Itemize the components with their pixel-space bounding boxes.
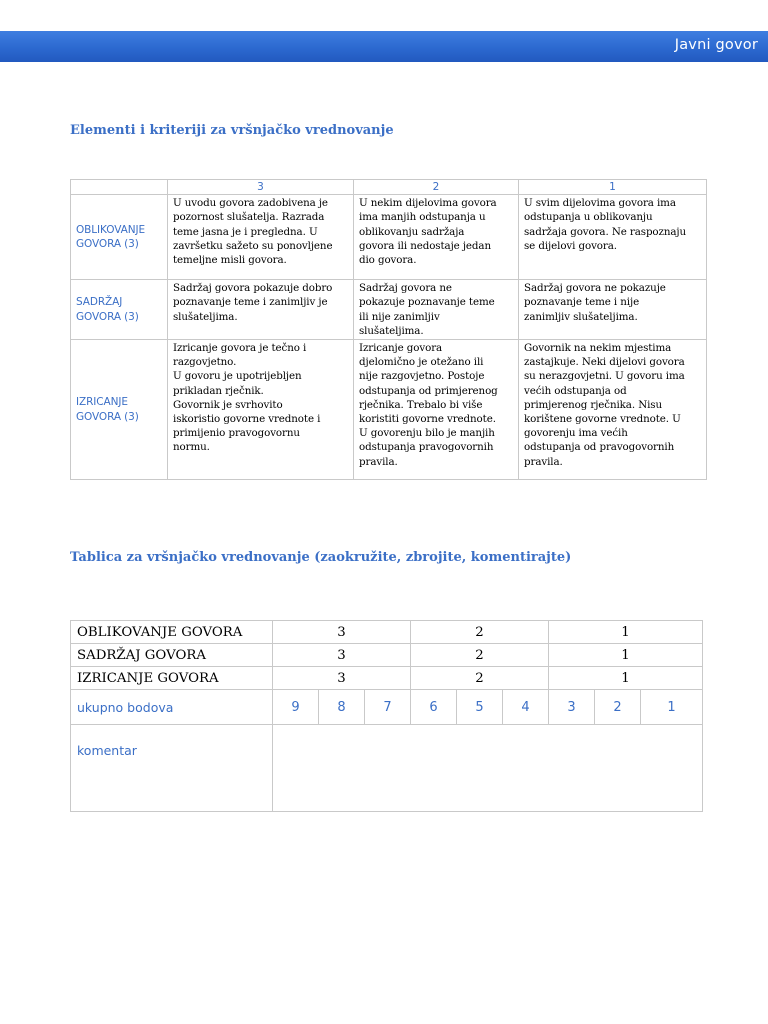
rubric-header-score-1: 1 [519, 180, 707, 195]
rubric-cell: Sadržaj govora ne pokazuje poznavanje teme i nije zanimljiv slušateljima. [519, 280, 707, 340]
total-label: ukupno bodova [71, 690, 273, 725]
total-option-8[interactable]: 8 [319, 690, 365, 725]
rubric-header-score-3: 3 [168, 180, 354, 195]
rubric-header-score-2: 2 [354, 180, 519, 195]
total-option-5[interactable]: 5 [457, 690, 503, 725]
evaluation-row-label: SADRŽAJ GOVORA [71, 644, 273, 667]
rubric-criterion: SADRŽAJ GOVORA (3) [71, 280, 168, 340]
rubric-heading: Elementi i kriteriji za vršnjačko vrednovanje [70, 123, 394, 138]
rubric-row-sadrzaj [71, 280, 707, 340]
evaluation-row-oblikovanje [71, 621, 703, 644]
evaluation-row-izricanje [71, 667, 703, 690]
evaluation-row-sadrzaj [71, 644, 703, 667]
evaluation-total-row [71, 690, 703, 725]
score-option-2[interactable]: 2 [411, 667, 549, 690]
evaluation-row-label: OBLIKOVANJE GOVORA [71, 621, 273, 644]
rubric-cell: Izricanje govora je tečno i razgovjetno. U govoru je upotrijebljen prikladan rječnik. Govornik je svrhovito iskoristio govorne vrednote i primijenio pravogovornu normu. [168, 340, 354, 480]
score-option-1[interactable]: 1 [549, 667, 703, 690]
score-option-1[interactable]: 1 [549, 644, 703, 667]
rubric-row-oblikovanje [71, 195, 707, 280]
header-title: Javni govor [674, 37, 758, 53]
rubric-cell: U nekim dijelovima govora ima manjih odstupanja u oblikovanju sadržaja govora ili nedostaje jedan dio govora. [354, 195, 519, 280]
score-option-3[interactable]: 3 [273, 644, 411, 667]
rubric-cell: Sadržaj govora pokazuje dobro poznavanje teme i zanimljiv je slušateljima. [168, 280, 354, 340]
score-option-1[interactable]: 1 [549, 621, 703, 644]
rubric-criterion: IZRICANJE GOVORA (3) [71, 340, 168, 480]
evaluation-comment-row [71, 725, 703, 812]
header-bar [0, 31, 768, 62]
rubric-table [70, 179, 707, 480]
score-option-2[interactable]: 2 [411, 621, 549, 644]
comment-label: komentar [71, 725, 273, 812]
total-option-9[interactable]: 9 [273, 690, 319, 725]
rubric-cell: U svim dijelovima govora ima odstupanja u oblikovanju sadržaja govora. Ne raspoznaju se dijelovi govora. [519, 195, 707, 280]
score-option-3[interactable]: 3 [273, 667, 411, 690]
score-option-2[interactable]: 2 [411, 644, 549, 667]
rubric-row-izricanje [71, 340, 707, 480]
rubric-cell: Govornik na nekim mjestima zastajkuje. Neki dijelovi govora su nerazgovjetni. U govoru ima većih odstupanja od primjerenog rječnika. Nisu korištene govorne vrednote. U govorenju ima većih odstupanja od pravogovornih pravila. [519, 340, 707, 480]
evaluation-heading: Tablica za vršnjačko vrednovanje (zaokružite, zbrojite, komentirajte) [70, 550, 572, 565]
total-option-3[interactable]: 3 [549, 690, 595, 725]
total-option-2[interactable]: 2 [595, 690, 641, 725]
comment-field[interactable] [273, 725, 703, 812]
total-option-4[interactable]: 4 [503, 690, 549, 725]
evaluation-table [70, 620, 703, 812]
rubric-header-row [71, 180, 707, 195]
rubric-cell: Izricanje govora djelomično je otežano ili nije razgovjetno. Postoje odstupanja od primjerenog rječnika. Trebalo bi više koristiti govorne vrednote. U govorenju bilo je manjih odstupanja pravogovornih pravila. [354, 340, 519, 480]
total-option-1[interactable]: 1 [641, 690, 703, 725]
rubric-cell: U uvodu govora zadobivena je pozornost slušatelja. Razrada teme jasna je i pregledna. U završetku sažeto su ponovljene temeljne misli govora. [168, 195, 354, 280]
rubric-criterion: OBLIKOVANJE GOVORA (3) [71, 195, 168, 280]
total-option-6[interactable]: 6 [411, 690, 457, 725]
total-option-7[interactable]: 7 [365, 690, 411, 725]
evaluation-row-label: IZRICANJE GOVORA [71, 667, 273, 690]
score-option-3[interactable]: 3 [273, 621, 411, 644]
rubric-cell: Sadržaj govora ne pokazuje poznavanje teme ili nije zanimljiv slušateljima. [354, 280, 519, 340]
rubric-header-cell [71, 180, 168, 195]
